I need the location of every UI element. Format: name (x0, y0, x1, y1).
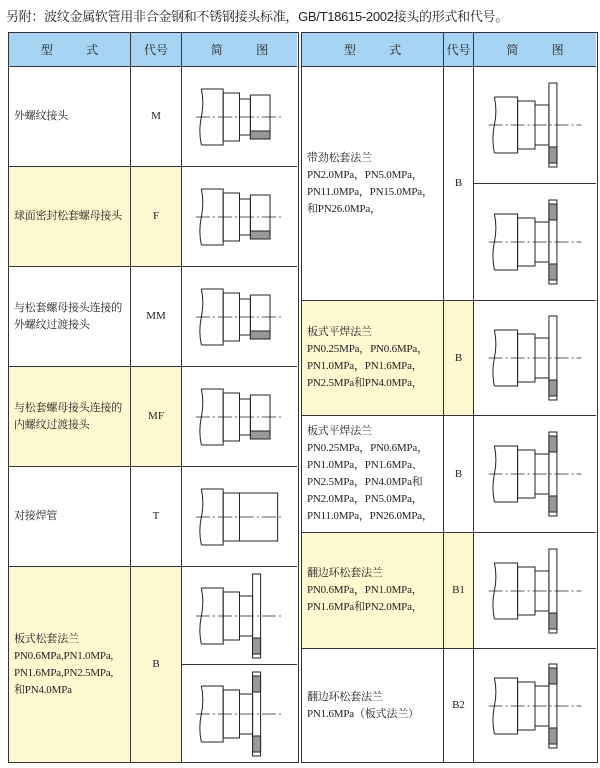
row-type (9, 567, 131, 763)
row-type (302, 416, 444, 533)
type-name: 外螺纹接头 (14, 110, 68, 122)
diagram-flange-ring (182, 665, 297, 763)
diagram-female-adapter (182, 367, 297, 467)
pressure-spec: PN0.25MPa，PN0.6MPa， (307, 343, 428, 355)
row-type (9, 167, 131, 267)
pressure-spec: PN1.6MPa,PN2.5MPa, (14, 666, 114, 679)
row-code: B1 (444, 533, 474, 649)
pressure-spec: PN0.25MPa，PN0.6MPa， (307, 442, 428, 454)
row-type (302, 533, 444, 649)
row-code: B (444, 416, 474, 533)
header-code: 代号 (444, 33, 474, 67)
pressure-spec: 和PN4.0MPa (14, 683, 72, 696)
pressure-spec: PN2.5MPa，PN4.0MPa和 (307, 476, 423, 488)
pressure-spec: PN1.0MPa，PN1.6MPa， (307, 360, 423, 372)
diagram-flange-ring (474, 649, 596, 763)
type-name: 翻边环松套法兰 (307, 690, 383, 703)
row-type (302, 649, 444, 763)
header-type: 型 式 (9, 33, 131, 67)
row-code: B (131, 567, 182, 763)
header-diagram: 简 图 (474, 33, 596, 67)
row-code: F (131, 167, 182, 267)
diagram-male-adapter (182, 267, 297, 367)
diagram-flange (474, 67, 596, 184)
type-name: 球面密封松套螺母接头 (14, 210, 122, 222)
pressure-spec: PN11.0MPa，PN15.0MPa， (307, 185, 433, 198)
type-name: 带劲松套法兰 (307, 151, 372, 164)
type-name: 翻边环松套法兰 (307, 567, 383, 579)
type-name: 与松套螺母接头连接的外螺纹过渡接头 (14, 301, 122, 331)
row-type (9, 67, 131, 167)
diagram-butt-weld (182, 467, 297, 567)
row-type (9, 267, 131, 367)
row-type (9, 467, 131, 567)
row-code: B (444, 301, 474, 416)
type-name: 与松套螺母接头连接的内螺纹过渡接头 (14, 401, 122, 431)
pressure-spec: PN1.0MPa，PN1.6MPa、 (307, 459, 423, 471)
pressure-spec: PN1.6MPa（板式法兰） (307, 707, 419, 720)
pressure-spec: PN2.5MPa和PN4.0MPa， (307, 377, 423, 389)
diagram-flange (474, 533, 596, 649)
pressure-spec: PN11.0MPa，PN26.0MPa， (307, 510, 433, 522)
row-type (9, 367, 131, 467)
pressure-spec: PN0.6MPa，PN1.0MPa， (307, 584, 423, 596)
diagram-swivel-nut (182, 167, 297, 267)
type-name: 板式松套法兰 (14, 632, 79, 645)
pressure-spec: PN2.0MPa，PN5.0MPa， (307, 493, 423, 505)
type-name: 板式平焊法兰 (307, 425, 372, 437)
diagram-flange-ring (474, 416, 596, 533)
row-code: B (444, 67, 474, 301)
pressure-spec: PN0.6MPa,PN1.0MPa, (14, 649, 114, 662)
diagram-flange-ring (474, 184, 596, 301)
row-code: M (131, 67, 182, 167)
row-code: B2 (444, 649, 474, 763)
row-code: MF (131, 367, 182, 467)
diagram-flange (474, 301, 596, 416)
pressure-spec: 和PN26.0MPa， (307, 202, 381, 215)
pressure-spec: PN1.6MPa和PN2.0MPa， (307, 601, 423, 613)
left-table (8, 32, 299, 763)
row-code: MM (131, 267, 182, 367)
header-code: 代号 (131, 33, 182, 67)
type-name: 板式平焊法兰 (307, 326, 372, 338)
diagram-male-thread (182, 67, 297, 167)
header-type: 型 式 (302, 33, 444, 67)
right-table (301, 32, 598, 763)
row-type (302, 301, 444, 416)
type-name: 对接焊管 (14, 510, 58, 522)
page-title: 另附：波纹金属软管用非合金钢和不锈钢接头标准，GB/T18615-2002接头的形式和代号。 (6, 9, 508, 24)
pressure-spec: PN2.0MPa，PN5.0MPa， (307, 168, 423, 181)
diagram-flange (182, 567, 297, 665)
row-type (302, 67, 444, 301)
header-diagram: 简 图 (182, 33, 297, 67)
row-code: T (131, 467, 182, 567)
